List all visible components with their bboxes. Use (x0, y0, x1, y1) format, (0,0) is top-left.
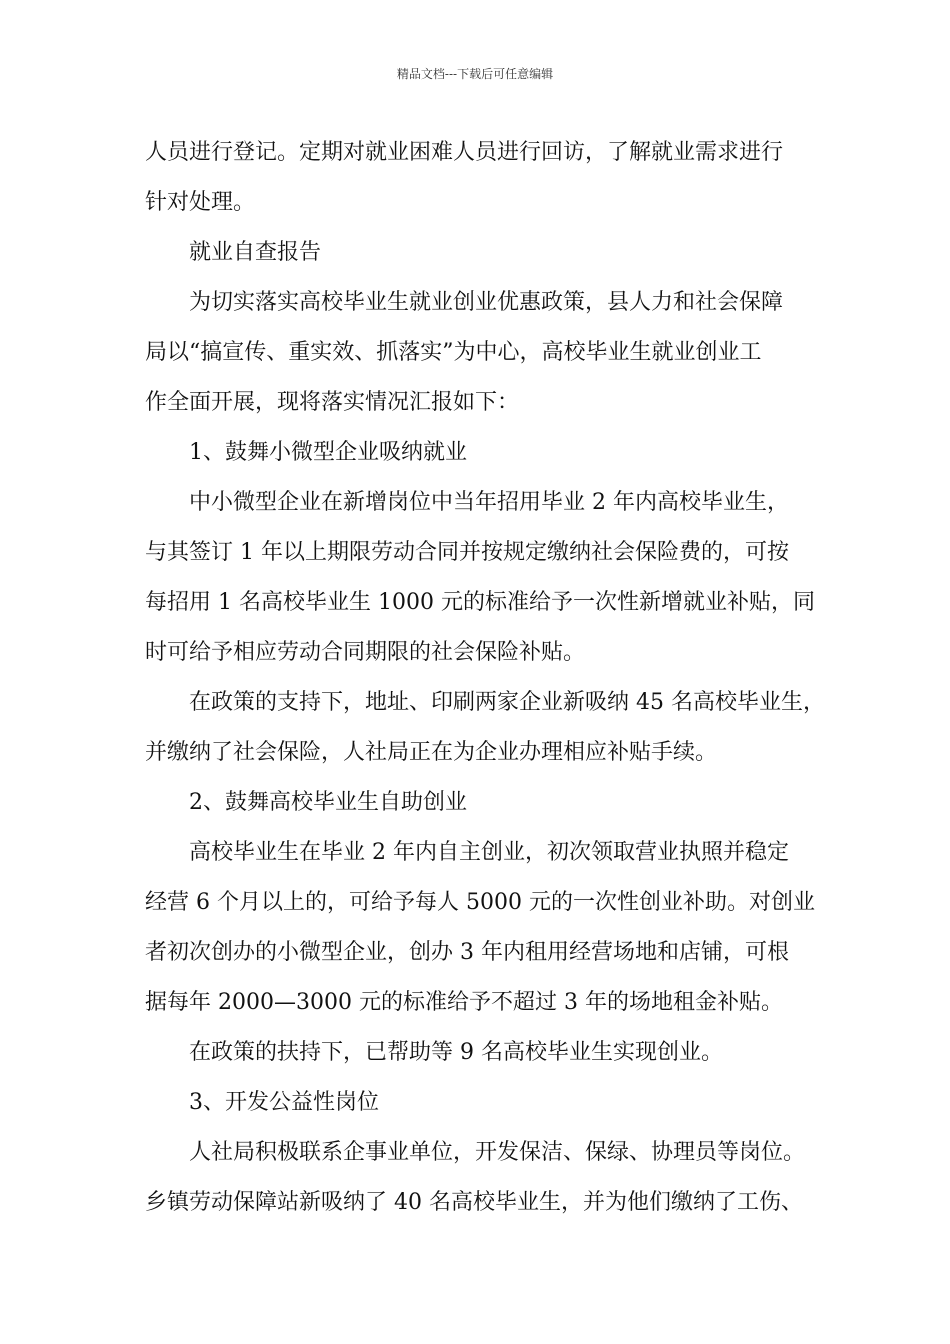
text-line: 并缴纳了社会保险，人社局正在为企业办理相应补贴手续。 (145, 740, 718, 765)
text-line: 针对处理。 (145, 190, 256, 215)
text-line: 人社局积极联系企事业单位，开发保洁、保绿、协理员等岗位。 (189, 1140, 806, 1165)
text-line: 据每年 2000—3000 元的标准给予不超过 3 年的场地租金补贴。 (145, 990, 783, 1015)
text-line: 作全面开展，现将落实情况汇报如下： (145, 390, 520, 415)
text-line: 局以“搞宣传、重实效、抓落实”为中心，高校毕业生就业创业工 (145, 340, 762, 365)
header-note: 精品文档---下载后可任意编辑 (396, 67, 554, 81)
document-body (145, 128, 835, 1228)
text-line: 在政策的支持下，地址、印刷两家企业新吸纳 45 名高校毕业生， (189, 690, 825, 715)
section-heading: 2、鼓舞高校毕业生自助创业 (189, 790, 467, 815)
text-line: 乡镇劳动保障站新吸纳了 40 名高校毕业生，并为他们缴纳了工伤、 (145, 1190, 803, 1215)
text-line: 为切实落实高校毕业生就业创业优惠政策，县人力和社会保障 (189, 290, 784, 315)
text-line: 中小微型企业在新增岗位中当年招用毕业 2 年内高校毕业生， (189, 490, 789, 515)
section-heading: 3、开发公益性岗位 (189, 1090, 379, 1115)
text-line: 者初次创办的小微型企业，创办 3 年内租用经营场地和店铺，可根 (145, 940, 789, 965)
section-heading: 1、鼓舞小微型企业吸纳就业 (189, 440, 467, 465)
text-line: 经营 6 个月以上的，可给予每人 5000 元的一次性创业补助。对创业 (145, 890, 815, 915)
text-line: 每招用 1 名高校毕业生 1000 元的标准给予一次性新增就业补贴，同 (145, 590, 815, 615)
section-heading: 就业自查报告 (189, 240, 322, 265)
text-line: 高校毕业生在毕业 2 年内自主创业，初次领取营业执照并稳定 (189, 840, 789, 865)
text-line: 与其签订 1 年以上期限劳动合同并按规定缴纳社会保险费的，可按 (145, 540, 789, 565)
text-line: 时可给予相应劳动合同期限的社会保险补贴。 (145, 640, 586, 665)
text-line: 在政策的扶持下，已帮助等 9 名高校毕业生实现创业。 (189, 1040, 723, 1065)
text-line: 人员进行登记。定期对就业困难人员进行回访，了解就业需求进行 (145, 140, 784, 165)
